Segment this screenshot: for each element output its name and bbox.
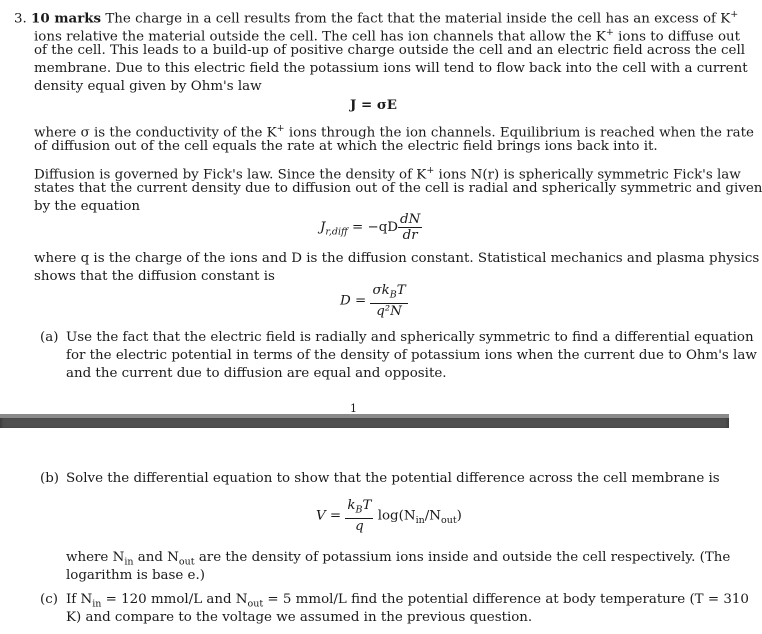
part-b-where-line-1: where $N_{in}$ and $N_{out}$ are the density of potassium ions inside and outside the cell respectively. (The <box>66 550 731 568</box>
page-number: 1 <box>350 402 357 415</box>
fick-line-2: states that the current density due to diffusion out of the cell is radial and spherically symmetric and given <box>34 181 762 196</box>
part-c-line-1: If $N_{in} = 120$ mmol/L and $N_{out} = 5$ mmol/L find the potential difference at body temperature (T = 310 <box>66 592 749 610</box>
fick-equation: $J_{r,diff} = -qD$ $\frac{dN}{dr}$ <box>320 212 421 243</box>
intro-line-1: 3. 10 marks The charge in a cell results from the fact that the material inside the cell has an excess of K+ <box>14 9 739 27</box>
page-2 <box>0 428 749 634</box>
fick-line-1: Diffusion is governed by Fick's law. Since the density of K+ ions N(r) is spherically symmetric Fick's law <box>34 165 741 183</box>
fick-line-3: by the equation <box>34 199 141 214</box>
charge-line-1: where q is the charge of the ions and D is the diffusion constant. Statistical mechanics and plasma physics <box>34 251 760 266</box>
potential-fraction: $\frac{k_BT}{q}$ <box>347 498 372 534</box>
intro-line-3: of the cell. This leads to a build-up of positive charge outside the cell and an electric field across the cell <box>34 43 746 58</box>
where-line-2: of diffusion out of the cell equals the rate at which the electric field brings ions back into it. <box>34 139 658 154</box>
part-b-where-line-2: logarithm is base e.) <box>66 568 205 583</box>
part-a-line-2: for the electric potential in terms of the density of potassium ions when the current due to Ohm's law <box>66 348 757 363</box>
part-b-label: (b) <box>40 471 60 486</box>
question-marks: 10 marks <box>31 10 102 27</box>
diffusion-equation: D = $\frac{\sigma k_BT}{\text{q²N}}$ <box>340 283 406 319</box>
fick-fraction: $\frac{dN}{dr}$ <box>400 212 421 243</box>
part-a-line-3: and the current due to diffusion are equal and opposite. <box>66 366 447 381</box>
intro-line-4: membrane. Due to this electric field the potassium ions will tend to flow back into the cell with a current <box>34 61 748 76</box>
charge-line-2: shows that the diffusion constant is <box>34 269 275 284</box>
part-a-line-1: Use the fact that the electric field is radially and spherically symmetric to find a differential equation <box>66 330 754 345</box>
intro-line-2: ions relative the material outside the cell. The cell has ion channels that allow the K+ ions to diffuse out <box>34 27 741 45</box>
part-c-label: (c) <box>40 592 58 607</box>
question-number: 3. <box>14 11 27 27</box>
part-c-line-2: K) and compare to the voltage we assumed in the previous question. <box>66 610 533 625</box>
ohm-equation: J = σE <box>350 97 397 113</box>
page-separator-highlight <box>0 414 729 418</box>
part-a-label: (a) <box>40 330 59 345</box>
diffusion-fraction: $\frac{\sigma k_BT}{\text{q²N}}$ <box>372 283 406 319</box>
part-b-line: Solve the differential equation to show that the potential difference across the cell membrane is <box>66 471 720 486</box>
intro-line-5: density equal given by Ohm's law <box>34 79 262 94</box>
potential-equation: V = $\frac{k_BT}{q}$ $\log(N_{in}/N_{out})$ <box>316 498 462 534</box>
where-line-1: where σ is the conductivity of the K+ ions through the ion channels. Equilibrium is reached when the rate <box>34 123 754 141</box>
